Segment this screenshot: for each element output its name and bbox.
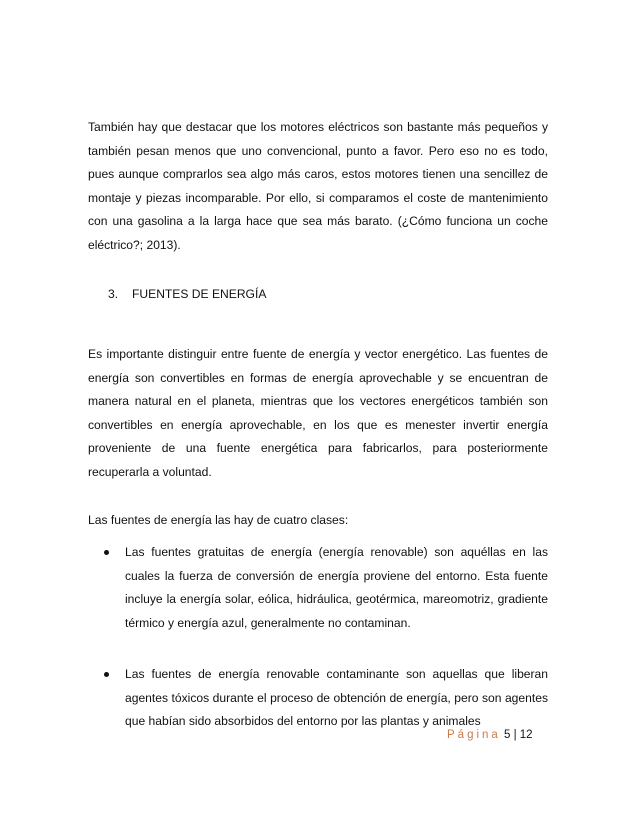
bullet-text: Las fuentes de energía renovable contaminante son aquellas que liberan agentes tóxicos durante el proceso de obtención de energía, pero son agentes que habían sido absorbidos del entorno por las plantas y animales [125, 667, 548, 728]
section-heading [108, 284, 266, 304]
bullet-dot-icon [104, 672, 109, 677]
paragraph-electric-motors: También hay que destacar que los motores eléctricos son bastante más pequeños y también pesan menos que uno convencional, punto a favor. Pero eso no es todo, pues aunque comprarlos sea algo más caros, estos motores tienen una sencillez de montaje y piezas incomparable. Por ello, si comparamos el coste de mantenimiento con una gasolina a la larga hace que sea más barato. (¿Cómo funciona un coche eléctrico?; 2013). [88, 120, 548, 252]
bullet-dot-icon [104, 550, 109, 555]
section-title: FUENTES DE ENERGÍA [132, 287, 267, 301]
paragraph-energy-sources: Es importante distinguir entre fuente de energía y vector energético. Las fuentes de energía son convertibles en formas de energía aprovechable y se encuentran de manera natural en el planeta, mientras que los vectores energéticos también son convertibles en energía aprovechable, en los que es menester invertir energía proveniente de una fuente energética para fabricarlos, para posteriormente recuperarla a voluntad. [88, 347, 548, 479]
bullet-text: Las fuentes gratuitas de energía (energía renovable) son aquéllas en las cuales la fuerza de conversión de energía proviene del entorno. Esta fuente incluye la energía solar, eólica, hidráulica, geotérmica, mareomotriz, gradiente térmico y energía azul, generalmente no contaminan. [125, 545, 548, 630]
footer-page-number: 5 | 12 [504, 729, 533, 741]
page-footer [447, 727, 533, 743]
paragraph-four-classes: Las fuentes de energía las hay de cuatro clases: [88, 513, 349, 527]
section-number: 3. [108, 287, 119, 301]
footer-page-word: Página [447, 729, 501, 741]
